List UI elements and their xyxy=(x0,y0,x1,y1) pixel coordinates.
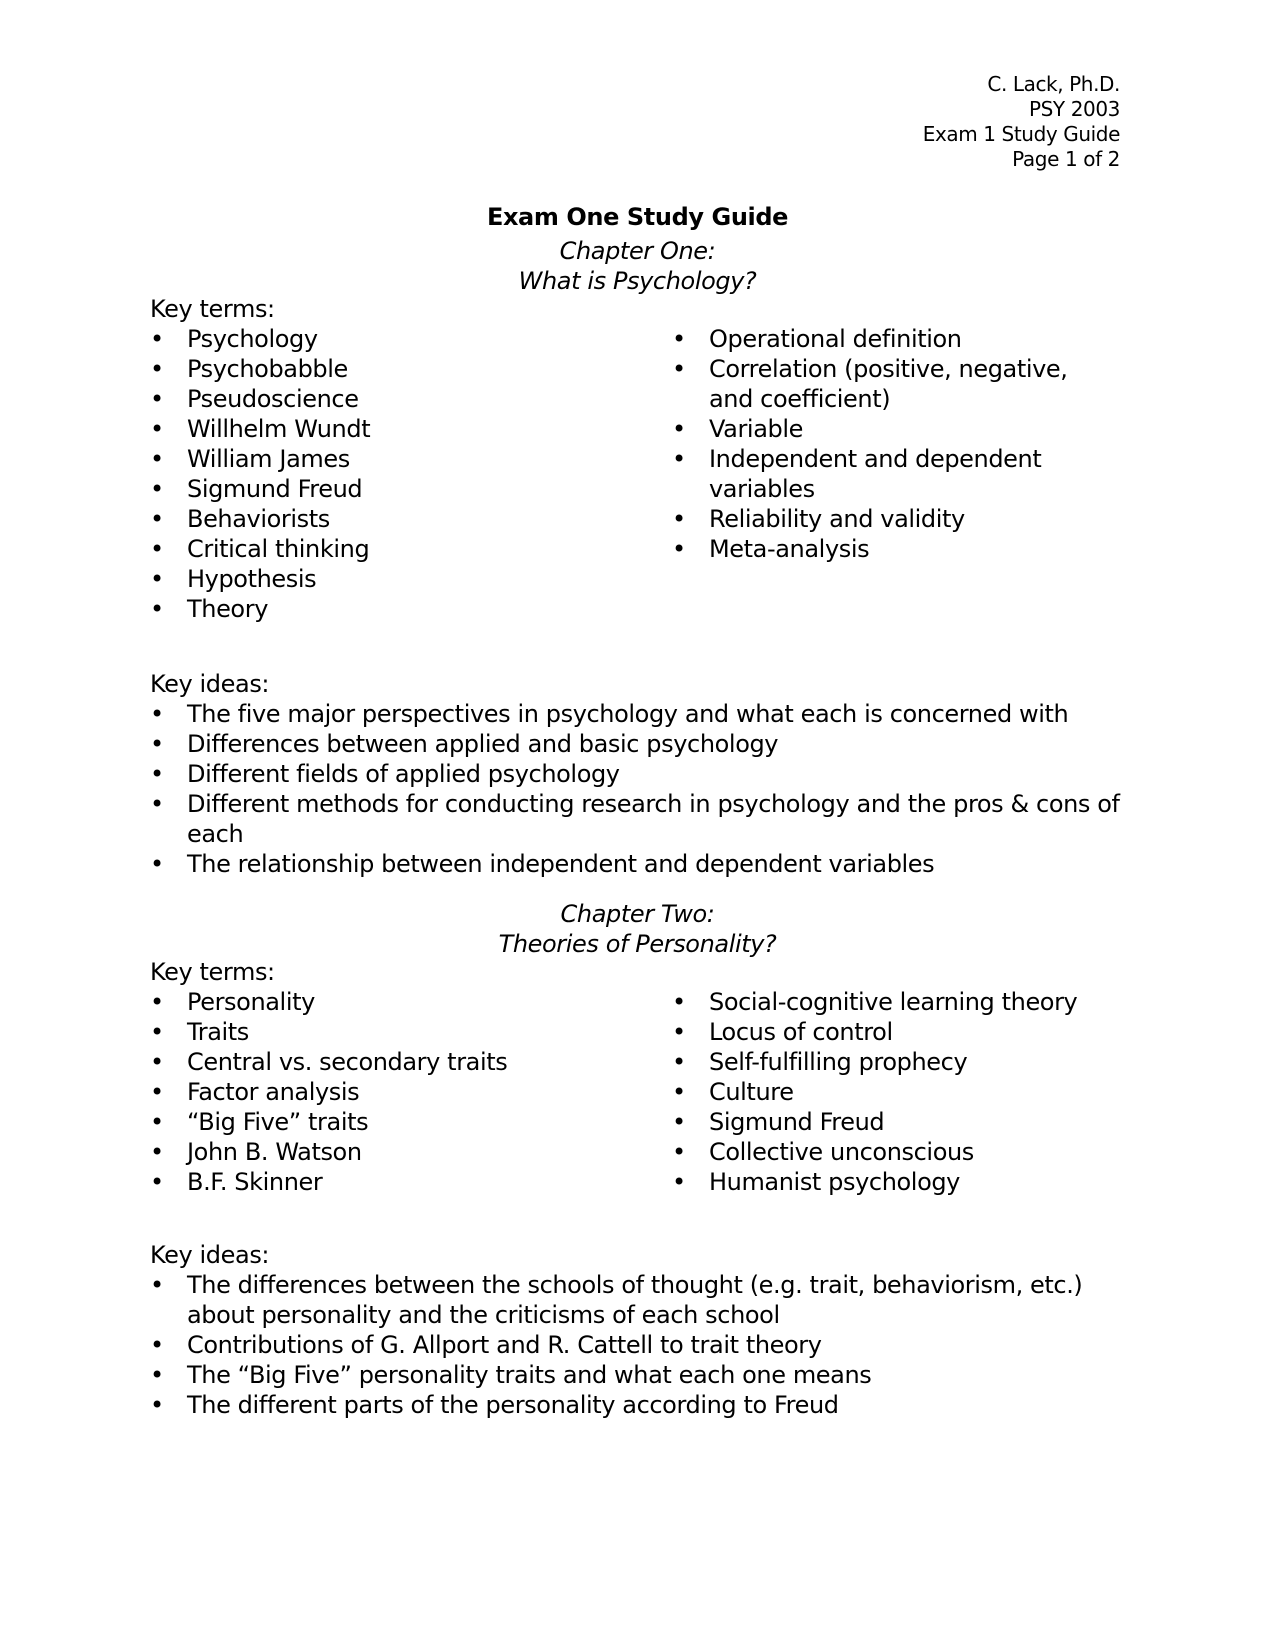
list-item: • Sigmund Freud xyxy=(150,474,620,504)
author-line: C. Lack, Ph.D. xyxy=(987,72,1120,96)
list-item: • Social-cognitive learning theory xyxy=(672,987,1112,1017)
chapter-two-key-terms-left xyxy=(150,987,620,1197)
list-item: • “Big Five” traits xyxy=(150,1107,620,1137)
chapter-one-key-terms-left xyxy=(150,324,620,624)
chapter-one-number: Chapter One: xyxy=(559,237,716,265)
list-item: • Theory xyxy=(150,594,620,624)
list-item: • Sigmund Freud xyxy=(672,1107,1112,1137)
list-item: • Reliability and validity xyxy=(672,504,1112,534)
list-item: • Variable xyxy=(672,414,1112,444)
list-item: • William James xyxy=(150,444,620,474)
list-item: • Traits xyxy=(150,1017,620,1047)
chapter-two-title: Theories of Personality? xyxy=(498,930,777,958)
course-line: PSY 2003 xyxy=(1028,97,1120,121)
list-item: • Psychobabble xyxy=(150,354,620,384)
list-item: • Pseudoscience xyxy=(150,384,620,414)
list-item: • The relationship between independent and dependent variables xyxy=(150,849,1125,879)
list-item: • The different parts of the personality according to Freud xyxy=(150,1390,1125,1420)
chapter-one-key-terms-right xyxy=(672,324,1112,564)
list-item: • The differences between the schools of thought (e.g. trait, behaviorism, etc.) about personality and the criticisms of each school xyxy=(150,1270,1125,1330)
chapter-one-key-terms-label: Key terms: xyxy=(150,295,275,323)
chapter-two-key-ideas-label: Key ideas: xyxy=(150,1241,270,1269)
page-number-line: Page 1 of 2 xyxy=(1012,147,1120,171)
chapter-two-key-terms-label: Key terms: xyxy=(150,958,275,986)
list-item: • Meta-analysis xyxy=(672,534,1112,564)
list-item: • Independent and dependent variables xyxy=(672,444,1112,504)
chapter-one-title: What is Psychology? xyxy=(518,267,757,295)
document-line: Exam 1 Study Guide xyxy=(922,122,1120,146)
list-item: • Different fields of applied psychology xyxy=(150,759,1125,789)
list-item: • Critical thinking xyxy=(150,534,620,564)
list-item: • Psychology xyxy=(150,324,620,354)
list-item: • The “Big Five” personality traits and what each one means xyxy=(150,1360,1125,1390)
list-item: • B.F. Skinner xyxy=(150,1167,620,1197)
list-item: • Factor analysis xyxy=(150,1077,620,1107)
list-item: • Locus of control xyxy=(672,1017,1112,1047)
chapter-two-heading xyxy=(0,899,1275,959)
chapter-two-number: Chapter Two: xyxy=(560,900,715,928)
list-item: • Personality xyxy=(150,987,620,1017)
list-item: • Humanist psychology xyxy=(672,1167,1112,1197)
chapter-two-key-terms-right xyxy=(672,987,1112,1197)
list-item: • Hypothesis xyxy=(150,564,620,594)
list-item: • Willhelm Wundt xyxy=(150,414,620,444)
list-item: • Behaviorists xyxy=(150,504,620,534)
list-item: • Correlation (positive, negative, and coefficient) xyxy=(672,354,1112,414)
list-item: • Self-fulfilling prophecy xyxy=(672,1047,1112,1077)
chapter-two-key-ideas xyxy=(150,1270,1125,1420)
chapter-one-key-ideas-label: Key ideas: xyxy=(150,670,270,698)
list-item: • Different methods for conducting research in psychology and the pros & cons of each xyxy=(150,789,1125,849)
list-item: • Central vs. secondary traits xyxy=(150,1047,620,1077)
page-header xyxy=(923,72,1120,172)
list-item: • Culture xyxy=(672,1077,1112,1107)
document-title: Exam One Study Guide xyxy=(486,203,789,231)
list-item: • Operational definition xyxy=(672,324,1112,354)
list-item: • Collective unconscious xyxy=(672,1137,1112,1167)
chapter-one-key-ideas xyxy=(150,699,1125,879)
list-item: • Differences between applied and basic psychology xyxy=(150,729,1125,759)
chapter-one-heading xyxy=(0,236,1275,296)
list-item: • John B. Watson xyxy=(150,1137,620,1167)
list-item: • Contributions of G. Allport and R. Cattell to trait theory xyxy=(150,1330,1125,1360)
list-item: • The five major perspectives in psychology and what each is concerned with xyxy=(150,699,1125,729)
